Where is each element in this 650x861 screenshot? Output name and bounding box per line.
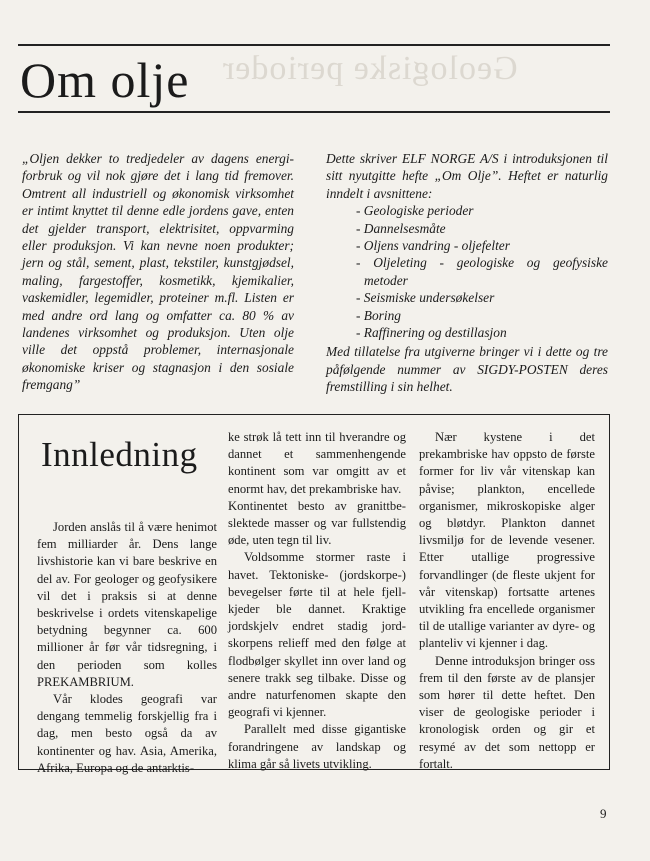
topic-item: - Raffinering og destillasjon: [356, 325, 507, 341]
article-column-2: [228, 429, 406, 773]
article-paragraph: Voldsomme stormer raste i havet. Tektoniske- (jordskorpe-) bevegelser førte til at hele fjell-kjeder ble dannet. Kraktige jordskjelv endret stadig jord-skorpens relieff med den følge at flodbølger skyllet inn over land og senere trakk seg tilbake. Disse og andre naturfenomen skapte den geografi vi kjenner.: [228, 550, 406, 720]
article-box: [18, 414, 610, 775]
article-paragraph: Parallelt med disse gigantiske forandringene av landskap og klima går så livets utvikling.: [228, 722, 406, 771]
article-paragraph: Vår klodes geografi var dengang temmelig forskjellig fra i dag, men besto også da av kontinenter og hav. Asia, Amerika, Afrika, Europa og de antarktis-: [37, 692, 217, 775]
article-paragraph: Denne introduksjon bringer oss frem til den første av de plansjer som hører til dette heftet. Den viser de geologiske perioder i kronologisk orden og gir et resymé av det som nettopp er fortalt.: [419, 653, 595, 771]
title-rule-bottom: [18, 111, 610, 113]
bleed-through-text: Geologiske perioder: [222, 50, 518, 87]
topic-item: - Dannelsesmåte: [356, 220, 446, 236]
topic-item: - Oljeleting - geologiske og geofysiske metoder: [356, 255, 608, 288]
article-paragraph: Kontinentet besto av granittbe-slektede masser og var fullstendig øde, uten tegn til liv.: [228, 498, 406, 548]
topic-item: - Seismiske undersøkelser: [356, 290, 495, 306]
intro-quote: [22, 150, 294, 394]
intro-quote-text: „Oljen dekker to tredjedeler av dagens energi-forbruk og vil nok gjøre det i lang tid fremover. Omtrent all industriell og økonomisk virksomhet er intimt knyttet til denne edle jordens gave, enten det gjelder transport, elektrisitet, oppvarming eller produksjon. Vi kan nevne noen produkter; jern og stål, sement, plast, tekstiler, kunstgjødsel, maling, fargestoffer, kosmetikk, kjemikalier, vaskemidler, legemidler, proteiner m.fl. Listen er med andre ord lang og omfatter ca. 80 % av landenes virksomhet og produksjon. Uten olje ville det oppstå problemer, internasjonale økonomiske kriser og stagnasjon i den sosiale fremgang”: [22, 151, 294, 393]
page-number: 9: [600, 806, 607, 821]
article-paragraph: Nær kystene i det prekambriske hav oppsto de første former for liv vår vitenskap kan påvise; plankton, encellede organismer, mikroskopiske alger og bløtdyr. Plankton dannet livsmiljø for de levende vesener. Etter utallige progressive forvandlinger (de fleste ukjent for vår vitenskap) fortsatte artenes utvikling fra encellede organismer til de utallige varianter av dyre- og planteliv vi kjenner i dag.: [419, 430, 595, 651]
title-rule-top: [18, 44, 610, 46]
article-paragraph: Jorden anslås til å være henimot fem milliarder år. Dens lange livshistorie kan vi bare beskrive en del av. For geologer og geofysikere vil det i praksis si at denne beskrivelse i ordets vitenskapelige betydning begynner ca. 600 millioner år før vår tidsregning, i den perioden som kolles PREKAMBRIUM.: [37, 520, 217, 689]
topic-list: [326, 202, 608, 341]
article-heading: Innledning: [41, 435, 198, 474]
topic-item: - Oljens vandring - oljefelter: [356, 238, 510, 254]
article-column-1: [37, 519, 217, 777]
article-column-3: [419, 429, 595, 773]
article-paragraph: ke strøk lå tett inn til hverandre og dannet et sammenhengende kontinent som var omgitt av et enormt hav, det prekambriske hav.: [228, 430, 406, 496]
topic-item: - Geologiske perioder: [356, 203, 474, 219]
intro-permission-text: Med tillatelse fra utgiverne bringer vi i dette og tre påfølgende nummer av SIGDY-POSTEN deres fremstilling i sin helhet.: [326, 344, 608, 395]
page-title: Om olje: [20, 52, 190, 108]
intro-right-column: [326, 150, 608, 396]
intro-source-text: Dette skriver ELF NORGE A/S i introduksjonen til sitt nyutgitte hefte „Om Olje”. Heftet er naturlig inndelt i avsnittene:: [326, 151, 608, 201]
topic-item: - Boring: [356, 307, 402, 323]
